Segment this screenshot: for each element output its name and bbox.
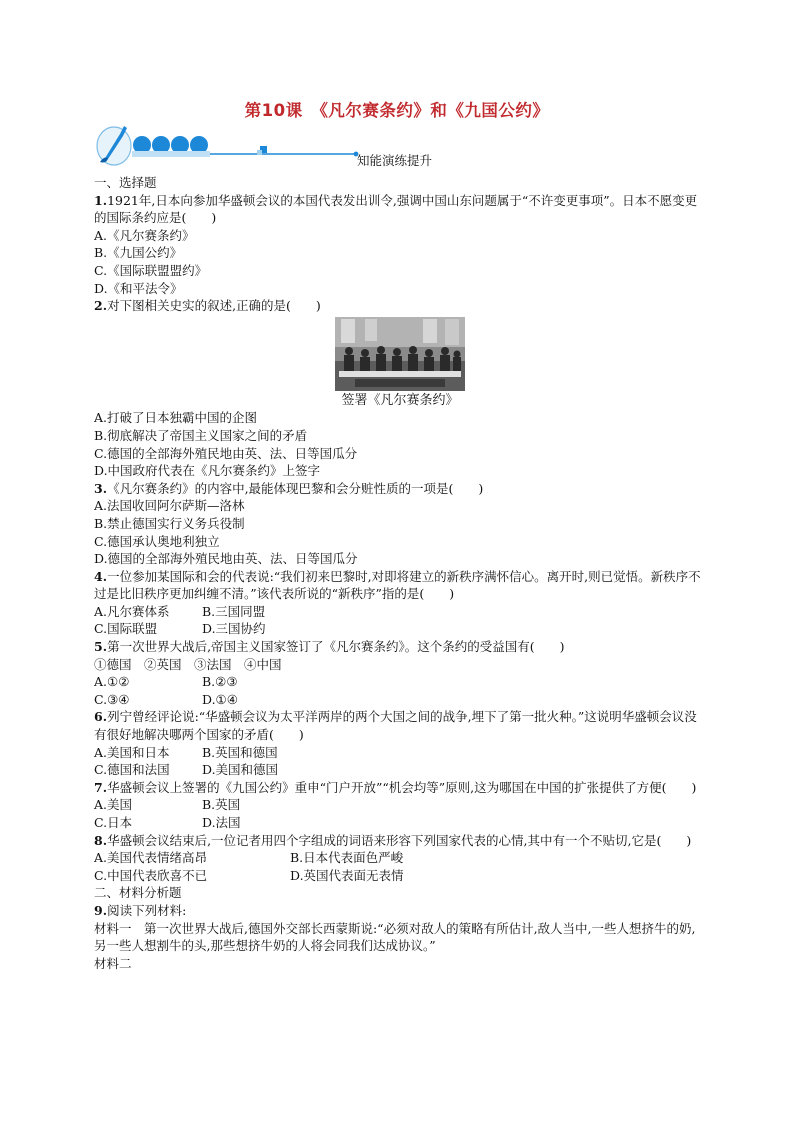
question-1 (94, 192, 706, 227)
option-row (94, 761, 706, 779)
question-5 (94, 638, 706, 656)
question-text: 华盛顿会议结束后,一位记者用四个字组成的词语来形容下列国家代表的心情,其中有一个不贴切,它是( ) (107, 832, 692, 848)
option: B.《九国公约》 (94, 245, 183, 261)
option: B.英国和德国 (202, 744, 278, 760)
option-row (94, 673, 706, 691)
section-heading-choice: 一、选择题 (94, 175, 157, 190)
question-text: 列宁曾经评论说:“华盛顿会议为太平洋两岸的两个大国之间的战争,埋下了第一批火种。”这说明华盛顿会议没有很好地解决哪两个国家的矛盾( ) (94, 709, 697, 743)
option: C.③④ (94, 691, 130, 707)
photo-caption: 签署《凡尔赛条约》 (341, 392, 459, 408)
option: D.中国政府代表在《凡尔赛条约》上签字 (94, 463, 321, 479)
option: B.禁止德国实行义务兵役制 (94, 515, 245, 531)
option: C.国际联盟 (94, 621, 158, 637)
option-row (94, 603, 706, 621)
question-text: 阅读下列材料: (107, 902, 187, 918)
option: D.英国代表面无表情 (290, 867, 404, 883)
option: A.①② (94, 674, 130, 690)
content (94, 174, 706, 972)
question-number: 9. (94, 902, 108, 918)
photo-image (335, 317, 465, 391)
question-text: 华盛顿会议上签署的《九国公约》重申“门户开放”“机会均等”原则,这为哪国在中国的扩张提供了方便( ) (107, 779, 697, 795)
option: D.《和平法令》 (94, 280, 183, 296)
question-9 (94, 902, 706, 920)
question-items: ①德国 ②英国 ③法国 ④中国 (94, 656, 282, 672)
option-row (94, 796, 706, 814)
option: B.彻底解决了帝国主义国家之间的矛盾 (94, 427, 308, 443)
option: A.凡尔赛体系 (94, 603, 170, 619)
question-text: 1921年,日本向参加华盛顿会议的本国代表发出训令,强调中国山东问题属于“不许变更事项”。日本不愿变更的国际条约应是( ) (94, 192, 698, 226)
question-text: 对下图相关史实的叙述,正确的是( ) (107, 298, 321, 314)
option: D.法国 (202, 815, 241, 830)
question-number: 6. (94, 709, 108, 725)
question-number: 8. (94, 832, 108, 848)
question-number: 7. (94, 779, 108, 795)
option: A.打破了日本独霸中国的企图 (94, 410, 258, 426)
option: C.德国和法国 (94, 762, 170, 778)
option: D.美国和德国 (202, 762, 279, 778)
option: D.①④ (202, 691, 238, 707)
option: C.《国际联盟盟约》 (94, 262, 208, 278)
question-text: 一位参加某国际和会的代表说:“我们初来巴黎时,对即将建立的新秩序满怀信心。离开时,则已觉悟。新秩序不过是比旧秩序更加纠缠不清。”该代表所说的“新秩序”指的是( ) (94, 568, 701, 602)
option: D.德国的全部海外殖民地由英、法、日等国瓜分 (94, 551, 358, 567)
option-row (94, 691, 706, 709)
option: A.《凡尔赛条约》 (94, 227, 195, 243)
question-number: 3. (94, 480, 108, 496)
question-3 (94, 480, 706, 498)
question-7 (94, 779, 706, 797)
question-number: 1. (94, 192, 108, 208)
option-row (94, 849, 706, 867)
material-1: 材料一 第一次世界大战后,德国外交部长西蒙斯说:“必须对敌人的策略有所估计,敌人当中,一些人想挤牛的奶,另一些人想割牛的头,那些想挤牛奶的人将会同我们达成协议。” (94, 920, 696, 954)
question-number: 2. (94, 298, 108, 314)
option: B.②③ (202, 674, 238, 690)
option-row (94, 620, 706, 638)
question-text: 《凡尔赛条约》的内容中,最能体现巴黎和会分赃性质的一项是( ) (107, 480, 484, 496)
option-row (94, 744, 706, 762)
option: C.德国的全部海外殖民地由英、法、日等国瓜分 (94, 445, 358, 461)
option: A.美国和日本 (94, 744, 170, 760)
question-2 (94, 297, 706, 315)
question-number: 5. (94, 639, 108, 655)
option: D.三国协约 (202, 621, 266, 637)
option: A.法国收回阿尔萨斯—洛林 (94, 498, 245, 514)
option: C.日本 (94, 815, 133, 830)
option-row (94, 867, 706, 885)
question-number: 4. (94, 568, 108, 584)
treaty-signing-photo (94, 317, 706, 410)
question-8 (94, 832, 706, 850)
option: B.三国同盟 (202, 603, 266, 619)
material-2: 材料二 (94, 955, 132, 971)
question-text: 第一次世界大战后,帝国主义国家签订了《凡尔赛条约》。这个条约的受益国有( ) (107, 639, 565, 655)
banner-label: 知能演练提升 (357, 153, 433, 168)
option: C.德国承认奥地利独立 (94, 533, 220, 549)
question-4 (94, 568, 706, 603)
page-title: 第10课 《凡尔赛条约》和《九国公约》 (244, 101, 550, 120)
option: B.日本代表面色严峻 (290, 850, 404, 866)
option: A.美国 (94, 797, 133, 813)
option: A.美国代表情绪高昂 (94, 850, 208, 866)
section-heading-analysis: 二、材料分析题 (94, 885, 182, 901)
option-row (94, 814, 706, 832)
question-6 (94, 708, 706, 743)
option: C.中国代表欣喜不已 (94, 867, 208, 883)
option: B.英国 (202, 797, 241, 813)
